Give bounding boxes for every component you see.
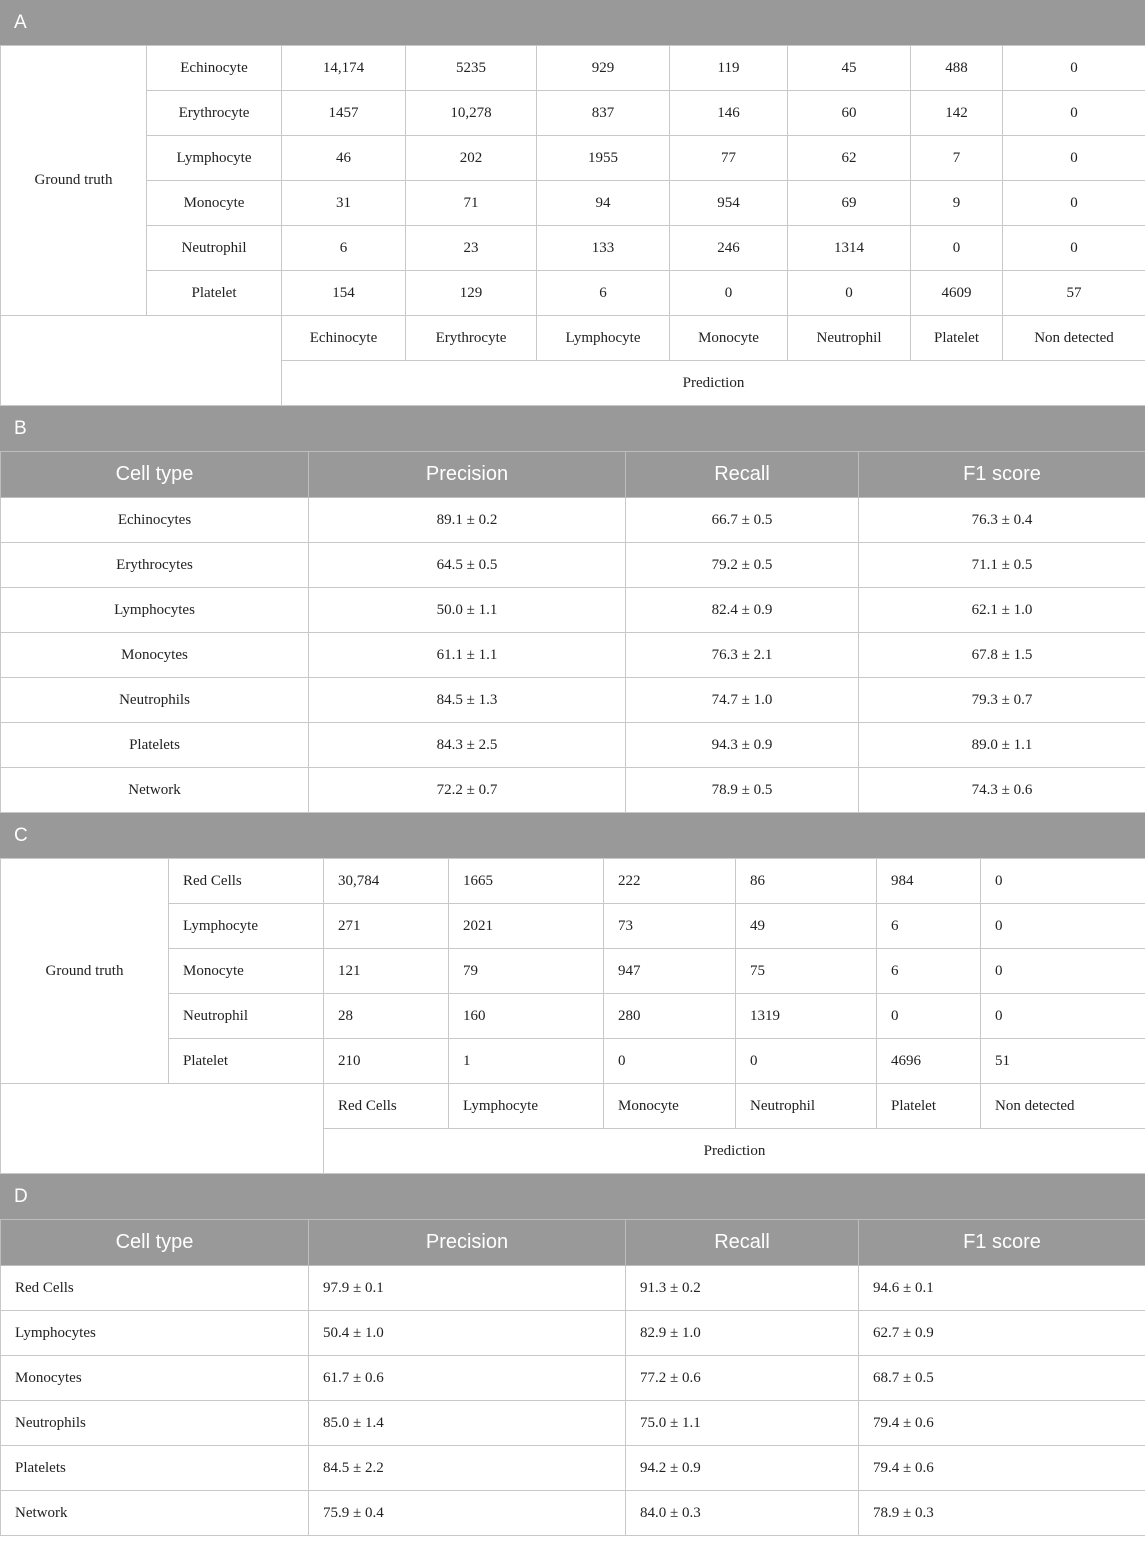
matrix-cell: 0 bbox=[1003, 136, 1145, 181]
table-row bbox=[1, 904, 1145, 949]
table-row bbox=[1, 678, 1145, 723]
matrix-cell: 0 bbox=[1003, 46, 1145, 91]
metric-value: 79.3 ± 0.7 bbox=[859, 678, 1145, 723]
metric-value: 61.7 ± 0.6 bbox=[309, 1356, 626, 1401]
metric-value: 94.3 ± 0.9 bbox=[626, 723, 859, 768]
blank-corner bbox=[1, 316, 282, 406]
matrix-cell: 154 bbox=[282, 271, 406, 316]
panel-a-confusion-matrix bbox=[0, 45, 1145, 406]
panel-c-confusion-matrix bbox=[0, 858, 1145, 1174]
matrix-cell: 280 bbox=[604, 994, 736, 1039]
blank-corner bbox=[1, 1084, 324, 1174]
matrix-cell: 0 bbox=[981, 994, 1145, 1039]
table-row bbox=[1, 181, 1145, 226]
table-row bbox=[1, 949, 1145, 994]
metric-value: 76.3 ± 0.4 bbox=[859, 498, 1145, 543]
column-label: Non detected bbox=[1003, 316, 1145, 361]
matrix-cell: 0 bbox=[911, 226, 1003, 271]
table-row bbox=[1, 588, 1145, 633]
cell-type: Erythrocytes bbox=[1, 543, 309, 588]
matrix-cell: 5235 bbox=[406, 46, 537, 91]
matrix-cell: 0 bbox=[1003, 226, 1145, 271]
metric-value: 67.8 ± 1.5 bbox=[859, 633, 1145, 678]
matrix-cell: 0 bbox=[736, 1039, 877, 1084]
matrix-cell: 77 bbox=[670, 136, 788, 181]
prediction-label: Prediction bbox=[324, 1129, 1145, 1174]
matrix-cell: 28 bbox=[324, 994, 449, 1039]
metric-value: 62.1 ± 1.0 bbox=[859, 588, 1145, 633]
matrix-cell: 0 bbox=[788, 271, 911, 316]
metric-value: 84.0 ± 0.3 bbox=[626, 1491, 859, 1536]
metric-value: 75.0 ± 1.1 bbox=[626, 1401, 859, 1446]
matrix-cell: 4696 bbox=[877, 1039, 981, 1084]
matrix-cell: 6 bbox=[282, 226, 406, 271]
matrix-cell: 222 bbox=[604, 859, 736, 904]
table-row bbox=[1, 498, 1145, 543]
cell-type: Lymphocytes bbox=[1, 1311, 309, 1356]
column-label: Erythrocyte bbox=[406, 316, 537, 361]
matrix-cell: 142 bbox=[911, 91, 1003, 136]
metric-value: 84.3 ± 2.5 bbox=[309, 723, 626, 768]
panel-d-metrics-table bbox=[0, 1219, 1145, 1536]
metric-value: 74.3 ± 0.6 bbox=[859, 768, 1145, 813]
metric-value: 50.4 ± 1.0 bbox=[309, 1311, 626, 1356]
metric-value: 76.3 ± 2.1 bbox=[626, 633, 859, 678]
matrix-cell: 51 bbox=[981, 1039, 1145, 1084]
matrix-cell: 31 bbox=[282, 181, 406, 226]
metric-value: 84.5 ± 1.3 bbox=[309, 678, 626, 723]
matrix-cell: 0 bbox=[981, 904, 1145, 949]
row-label: Lymphocyte bbox=[169, 904, 324, 949]
metric-value: 94.2 ± 0.9 bbox=[626, 1446, 859, 1491]
matrix-cell: 129 bbox=[406, 271, 537, 316]
column-label: Lymphocyte bbox=[449, 1084, 604, 1129]
ground-truth-label: Ground truth bbox=[1, 46, 147, 316]
column-label: Platelet bbox=[877, 1084, 981, 1129]
table-row bbox=[1, 1039, 1145, 1084]
table-row bbox=[1, 633, 1145, 678]
matrix-cell: 837 bbox=[537, 91, 670, 136]
cell-type: Red Cells bbox=[1, 1266, 309, 1311]
metric-value: 61.1 ± 1.1 bbox=[309, 633, 626, 678]
table-row bbox=[1, 1491, 1145, 1536]
matrix-cell: 7 bbox=[911, 136, 1003, 181]
matrix-cell: 69 bbox=[788, 181, 911, 226]
matrix-cell: 271 bbox=[324, 904, 449, 949]
metric-value: 68.7 ± 0.5 bbox=[859, 1356, 1145, 1401]
matrix-cell: 23 bbox=[406, 226, 537, 271]
column-header: Precision bbox=[309, 452, 626, 498]
ground-truth-label: Ground truth bbox=[1, 859, 169, 1084]
panel-d-label: D bbox=[0, 1174, 1145, 1219]
matrix-cell: 1665 bbox=[449, 859, 604, 904]
matrix-cell: 0 bbox=[981, 859, 1145, 904]
matrix-cell: 6 bbox=[877, 904, 981, 949]
table-row bbox=[1, 994, 1145, 1039]
matrix-cell: 0 bbox=[1003, 181, 1145, 226]
metric-value: 84.5 ± 2.2 bbox=[309, 1446, 626, 1491]
row-label: Neutrophil bbox=[147, 226, 282, 271]
row-label: Echinocyte bbox=[147, 46, 282, 91]
prediction-label: Prediction bbox=[282, 361, 1145, 406]
metric-value: 97.9 ± 0.1 bbox=[309, 1266, 626, 1311]
matrix-cell: 94 bbox=[537, 181, 670, 226]
column-header: Cell type bbox=[1, 1220, 309, 1266]
column-header: F1 score bbox=[859, 1220, 1145, 1266]
matrix-cell: 947 bbox=[604, 949, 736, 994]
matrix-cell: 0 bbox=[604, 1039, 736, 1084]
matrix-cell: 1457 bbox=[282, 91, 406, 136]
matrix-cell: 1319 bbox=[736, 994, 877, 1039]
matrix-cell: 210 bbox=[324, 1039, 449, 1084]
column-label: Monocyte bbox=[670, 316, 788, 361]
column-label-row bbox=[1, 316, 1145, 361]
metric-value: 50.0 ± 1.1 bbox=[309, 588, 626, 633]
table-row bbox=[1, 1266, 1145, 1311]
matrix-cell: 133 bbox=[537, 226, 670, 271]
matrix-cell: 30,784 bbox=[324, 859, 449, 904]
matrix-cell: 202 bbox=[406, 136, 537, 181]
matrix-cell: 4609 bbox=[911, 271, 1003, 316]
row-label: Monocyte bbox=[169, 949, 324, 994]
column-header: Precision bbox=[309, 1220, 626, 1266]
matrix-cell: 0 bbox=[670, 271, 788, 316]
metric-value: 71.1 ± 0.5 bbox=[859, 543, 1145, 588]
metric-value: 91.3 ± 0.2 bbox=[626, 1266, 859, 1311]
metric-value: 72.2 ± 0.7 bbox=[309, 768, 626, 813]
metric-value: 82.4 ± 0.9 bbox=[626, 588, 859, 633]
metric-value: 79.4 ± 0.6 bbox=[859, 1446, 1145, 1491]
matrix-cell: 60 bbox=[788, 91, 911, 136]
table-row bbox=[1, 859, 1145, 904]
matrix-cell: 121 bbox=[324, 949, 449, 994]
matrix-cell: 73 bbox=[604, 904, 736, 949]
cell-type: Neutrophils bbox=[1, 1401, 309, 1446]
column-label: Echinocyte bbox=[282, 316, 406, 361]
matrix-cell: 119 bbox=[670, 46, 788, 91]
table-row bbox=[1, 723, 1145, 768]
column-label-row bbox=[1, 1084, 1145, 1129]
column-label: Non detected bbox=[981, 1084, 1145, 1129]
matrix-cell: 75 bbox=[736, 949, 877, 994]
matrix-cell: 46 bbox=[282, 136, 406, 181]
matrix-cell: 62 bbox=[788, 136, 911, 181]
matrix-cell: 1314 bbox=[788, 226, 911, 271]
cell-type: Echinocytes bbox=[1, 498, 309, 543]
panel-a-label: A bbox=[0, 0, 1145, 45]
matrix-cell: 929 bbox=[537, 46, 670, 91]
matrix-cell: 14,174 bbox=[282, 46, 406, 91]
matrix-cell: 2021 bbox=[449, 904, 604, 949]
metric-value: 94.6 ± 0.1 bbox=[859, 1266, 1145, 1311]
table-row bbox=[1, 768, 1145, 813]
column-header: F1 score bbox=[859, 452, 1145, 498]
column-header: Recall bbox=[626, 1220, 859, 1266]
cell-type: Monocytes bbox=[1, 633, 309, 678]
matrix-cell: 6 bbox=[877, 949, 981, 994]
row-label: Neutrophil bbox=[169, 994, 324, 1039]
metric-value: 75.9 ± 0.4 bbox=[309, 1491, 626, 1536]
column-label: Lymphocyte bbox=[537, 316, 670, 361]
table-row bbox=[1, 1401, 1145, 1446]
matrix-cell: 146 bbox=[670, 91, 788, 136]
row-label: Platelet bbox=[169, 1039, 324, 1084]
panel-c-label: C bbox=[0, 813, 1145, 858]
row-label: Monocyte bbox=[147, 181, 282, 226]
column-label: Platelet bbox=[911, 316, 1003, 361]
column-label: Monocyte bbox=[604, 1084, 736, 1129]
metric-value: 85.0 ± 1.4 bbox=[309, 1401, 626, 1446]
matrix-cell: 488 bbox=[911, 46, 1003, 91]
metric-value: 66.7 ± 0.5 bbox=[626, 498, 859, 543]
matrix-cell: 57 bbox=[1003, 271, 1145, 316]
matrix-cell: 1955 bbox=[537, 136, 670, 181]
cell-type: Neutrophils bbox=[1, 678, 309, 723]
matrix-cell: 49 bbox=[736, 904, 877, 949]
row-label: Lymphocyte bbox=[147, 136, 282, 181]
column-label: Red Cells bbox=[324, 1084, 449, 1129]
cell-type: Platelets bbox=[1, 723, 309, 768]
metric-value: 89.0 ± 1.1 bbox=[859, 723, 1145, 768]
matrix-cell: 984 bbox=[877, 859, 981, 904]
matrix-cell: 86 bbox=[736, 859, 877, 904]
table-row bbox=[1, 136, 1145, 181]
matrix-cell: 79 bbox=[449, 949, 604, 994]
matrix-cell: 246 bbox=[670, 226, 788, 271]
table-row bbox=[1, 543, 1145, 588]
panel-b-metrics-table bbox=[0, 451, 1145, 813]
matrix-cell: 0 bbox=[981, 949, 1145, 994]
metric-value: 64.5 ± 0.5 bbox=[309, 543, 626, 588]
matrix-cell: 0 bbox=[1003, 91, 1145, 136]
metric-value: 79.4 ± 0.6 bbox=[859, 1401, 1145, 1446]
table-row bbox=[1, 1311, 1145, 1356]
column-label: Neutrophil bbox=[736, 1084, 877, 1129]
table-row bbox=[1, 226, 1145, 271]
metric-value: 79.2 ± 0.5 bbox=[626, 543, 859, 588]
column-label: Neutrophil bbox=[788, 316, 911, 361]
table-row bbox=[1, 271, 1145, 316]
matrix-cell: 0 bbox=[877, 994, 981, 1039]
matrix-cell: 71 bbox=[406, 181, 537, 226]
panel-b-label: B bbox=[0, 406, 1145, 451]
cell-type: Platelets bbox=[1, 1446, 309, 1491]
cell-type: Lymphocytes bbox=[1, 588, 309, 633]
matrix-cell: 160 bbox=[449, 994, 604, 1039]
matrix-cell: 1 bbox=[449, 1039, 604, 1084]
metric-value: 74.7 ± 1.0 bbox=[626, 678, 859, 723]
row-label: Red Cells bbox=[169, 859, 324, 904]
table-row bbox=[1, 1446, 1145, 1491]
matrix-cell: 954 bbox=[670, 181, 788, 226]
table-row bbox=[1, 91, 1145, 136]
metric-value: 78.9 ± 0.3 bbox=[859, 1491, 1145, 1536]
row-label: Platelet bbox=[147, 271, 282, 316]
cell-type: Monocytes bbox=[1, 1356, 309, 1401]
cell-type: Network bbox=[1, 1491, 309, 1536]
cell-type: Network bbox=[1, 768, 309, 813]
table-row bbox=[1, 1356, 1145, 1401]
metric-value: 82.9 ± 1.0 bbox=[626, 1311, 859, 1356]
column-header: Cell type bbox=[1, 452, 309, 498]
metric-value: 78.9 ± 0.5 bbox=[626, 768, 859, 813]
matrix-cell: 45 bbox=[788, 46, 911, 91]
row-label: Erythrocyte bbox=[147, 91, 282, 136]
table-row bbox=[1, 46, 1145, 91]
matrix-cell: 9 bbox=[911, 181, 1003, 226]
metric-value: 62.7 ± 0.9 bbox=[859, 1311, 1145, 1356]
matrix-cell: 6 bbox=[537, 271, 670, 316]
metric-value: 77.2 ± 0.6 bbox=[626, 1356, 859, 1401]
matrix-cell: 10,278 bbox=[406, 91, 537, 136]
column-header: Recall bbox=[626, 452, 859, 498]
metric-value: 89.1 ± 0.2 bbox=[309, 498, 626, 543]
